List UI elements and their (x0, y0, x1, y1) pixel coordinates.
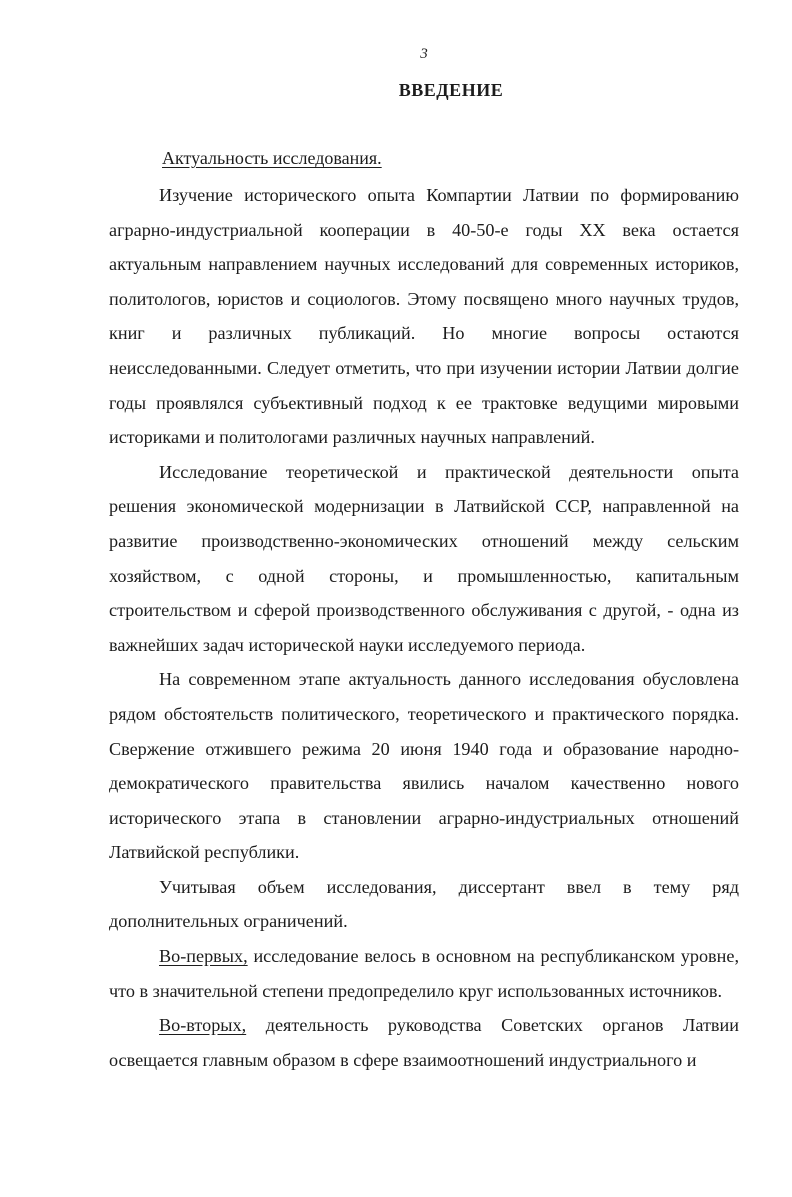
paragraph-lead: Во-первых, (159, 946, 248, 967)
paragraph-first (109, 939, 739, 1008)
paragraph-second (109, 1008, 739, 1077)
paragraph-text: Учитывая объем исследования, диссертант ввел в тему ряд дополнительных ограничений. (109, 876, 739, 932)
paragraph-text: деятельность руководства Советских органов Латвии освещается главным образом в сфере взаимоотношений индустриального и (109, 1015, 739, 1070)
paragraph-text: исследование велось в основном на республиканском уровне, что в значительной степени предопределило круг использованных источников. (109, 946, 739, 1001)
page-title: ВВЕДЕНИЕ (398, 80, 504, 100)
paragraph-text: На современном этапе актуальность данного исследования обусловлена рядом обстоятельств политического, теоретического и практического порядка. Свержение отжившего режима 20 июня 1940 года и образование народно-демократического правительства явились началом качественно нового исторического этапа в становлении аграрно-индустриальных отношений Латвийской республики. (109, 669, 739, 863)
paragraph-research (109, 455, 739, 663)
section-heading: Актуальность исследования. (162, 148, 382, 168)
paragraph-limitations (109, 870, 739, 939)
body-text (109, 178, 739, 1077)
paragraph-current-stage (109, 662, 739, 870)
paragraph-relevance (109, 178, 739, 455)
paragraph-text: Изучение исторического опыта Компартии Латвии по формированию аграрно-индустриальной кооперации в 40-50-е годы XX века остается актуальным направлением научных исследований для современных историков, политологов, юристов и социологов. Этому посвящено много научных трудов, книг и различных публикаций. Но многие вопросы остаются неисследованными. Следует отметить, что при изучении истории Латвии долгие годы проявлялся субъективный подход к ее трактовке ведущими мировыми историками и политологами различных научных направлений. (109, 185, 739, 448)
paragraph-lead: Во-вторых, (159, 1015, 247, 1036)
paragraph-text: Исследование теоретической и практической деятельности опыта решения экономической модернизации в Латвийской ССР, направленной на развитие производственно-экономических отношений между сельским хозяйством, с одной стороны, и промышленностью, капитальным строительством и сферой производственного обслуживания с другой, - одна из важнейших задач исторической науки исследуемого периода. (109, 461, 739, 655)
page-number: 3 (420, 46, 428, 62)
